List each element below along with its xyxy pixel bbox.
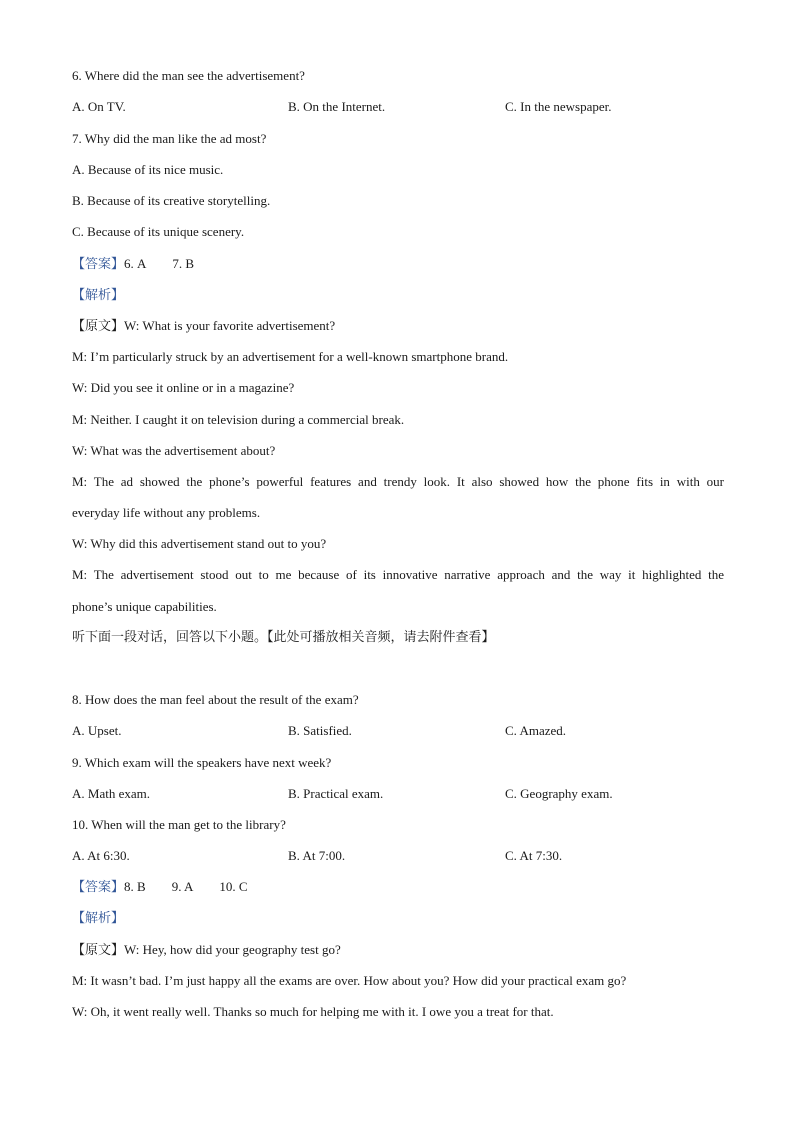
transcript-1-line-7: everyday life without any problems. (72, 505, 261, 520)
option-10b: B. At 7:00. (288, 848, 346, 863)
transcript-1-line-8: W: Why did this advertisement stand out to you? (72, 536, 327, 551)
option-7c: C. Because of its unique scenery. (72, 224, 245, 239)
question-10: 10. When will the man get to the library? (72, 817, 286, 832)
question-9: 9. Which exam will the speakers have next week? (72, 755, 332, 770)
original-label: 【原文】 (72, 319, 125, 334)
analysis-label-1: 【解析】 (72, 288, 125, 303)
answer-label: 【答案】 (72, 257, 125, 272)
original-label: 【原文】 (72, 943, 125, 958)
transcript-2-line-1: 【原文】W: Hey, how did your geography test go? (72, 942, 341, 958)
listening-instruction: 听下面一段对话，回答以下小题。【此处可播放相关音频，请去附件查看】 (72, 630, 495, 645)
option-8a: A. Upset. (72, 723, 122, 738)
option-6b: B. On the Internet. (288, 99, 386, 114)
answer-8: 8. B (124, 879, 146, 894)
option-6a: A. On TV. (72, 99, 126, 114)
answer-9: 9. A (171, 879, 194, 894)
answer-6: 6. A (124, 256, 147, 271)
option-10c: C. At 7:30. (505, 848, 563, 863)
option-7b: B. Because of its creative storytelling. (72, 193, 271, 208)
transcript-1-line-3: W: Did you see it online or in a magazine? (72, 380, 295, 395)
option-8c: C. Amazed. (505, 723, 567, 738)
option-6c: C. In the newspaper. (505, 99, 612, 114)
answer-10: 10. C (219, 879, 248, 894)
question-7: 7. Why did the man like the ad most? (72, 131, 267, 146)
transcript-1-line-6: M: The ad showed the phone’s powerful features and trendy look. It also showed how the phone fits in with our (72, 474, 724, 489)
transcript-1-line-5: W: What was the advertisement about? (72, 443, 276, 458)
answer-label: 【答案】 (72, 880, 125, 895)
option-10a: A. At 6:30. (72, 848, 130, 863)
transcript-1-line-2: M: I’m particularly struck by an advertisement for a well-known smartphone brand. (72, 349, 509, 364)
question-6: 6. Where did the man see the advertisement? (72, 68, 305, 83)
option-8b: B. Satisfied. (288, 723, 352, 738)
transcript-2-line-2: M: It wasn’t bad. I’m just happy all the exams are over. How about you? How did your practical exam go? (72, 973, 627, 988)
answer-line-2 (72, 879, 724, 896)
option-9b: B. Practical exam. (288, 786, 384, 801)
option-9a: A. Math exam. (72, 786, 150, 801)
transcript-2-line-3: W: Oh, it went really well. Thanks so much for helping me with it. I owe you a treat for that. (72, 1004, 554, 1019)
option-7a: A. Because of its nice music. (72, 162, 224, 177)
transcript-1-line-4: M: Neither. I caught it on television during a commercial break. (72, 412, 405, 427)
transcript-1-line-10: phone’s unique capabilities. (72, 599, 217, 614)
analysis-label-2: 【解析】 (72, 911, 125, 926)
answer-7: 7. B (172, 256, 195, 271)
option-9c: C. Geography exam. (505, 786, 613, 801)
question-8: 8. How does the man feel about the result of the exam? (72, 692, 359, 707)
transcript-1-line-9: M: The advertisement stood out to me because of its innovative narrative approach and the way it highlighted the (72, 567, 724, 582)
transcript-1-line-1: 【原文】W: What is your favorite advertisement? (72, 318, 336, 334)
answer-line-1 (72, 256, 724, 273)
